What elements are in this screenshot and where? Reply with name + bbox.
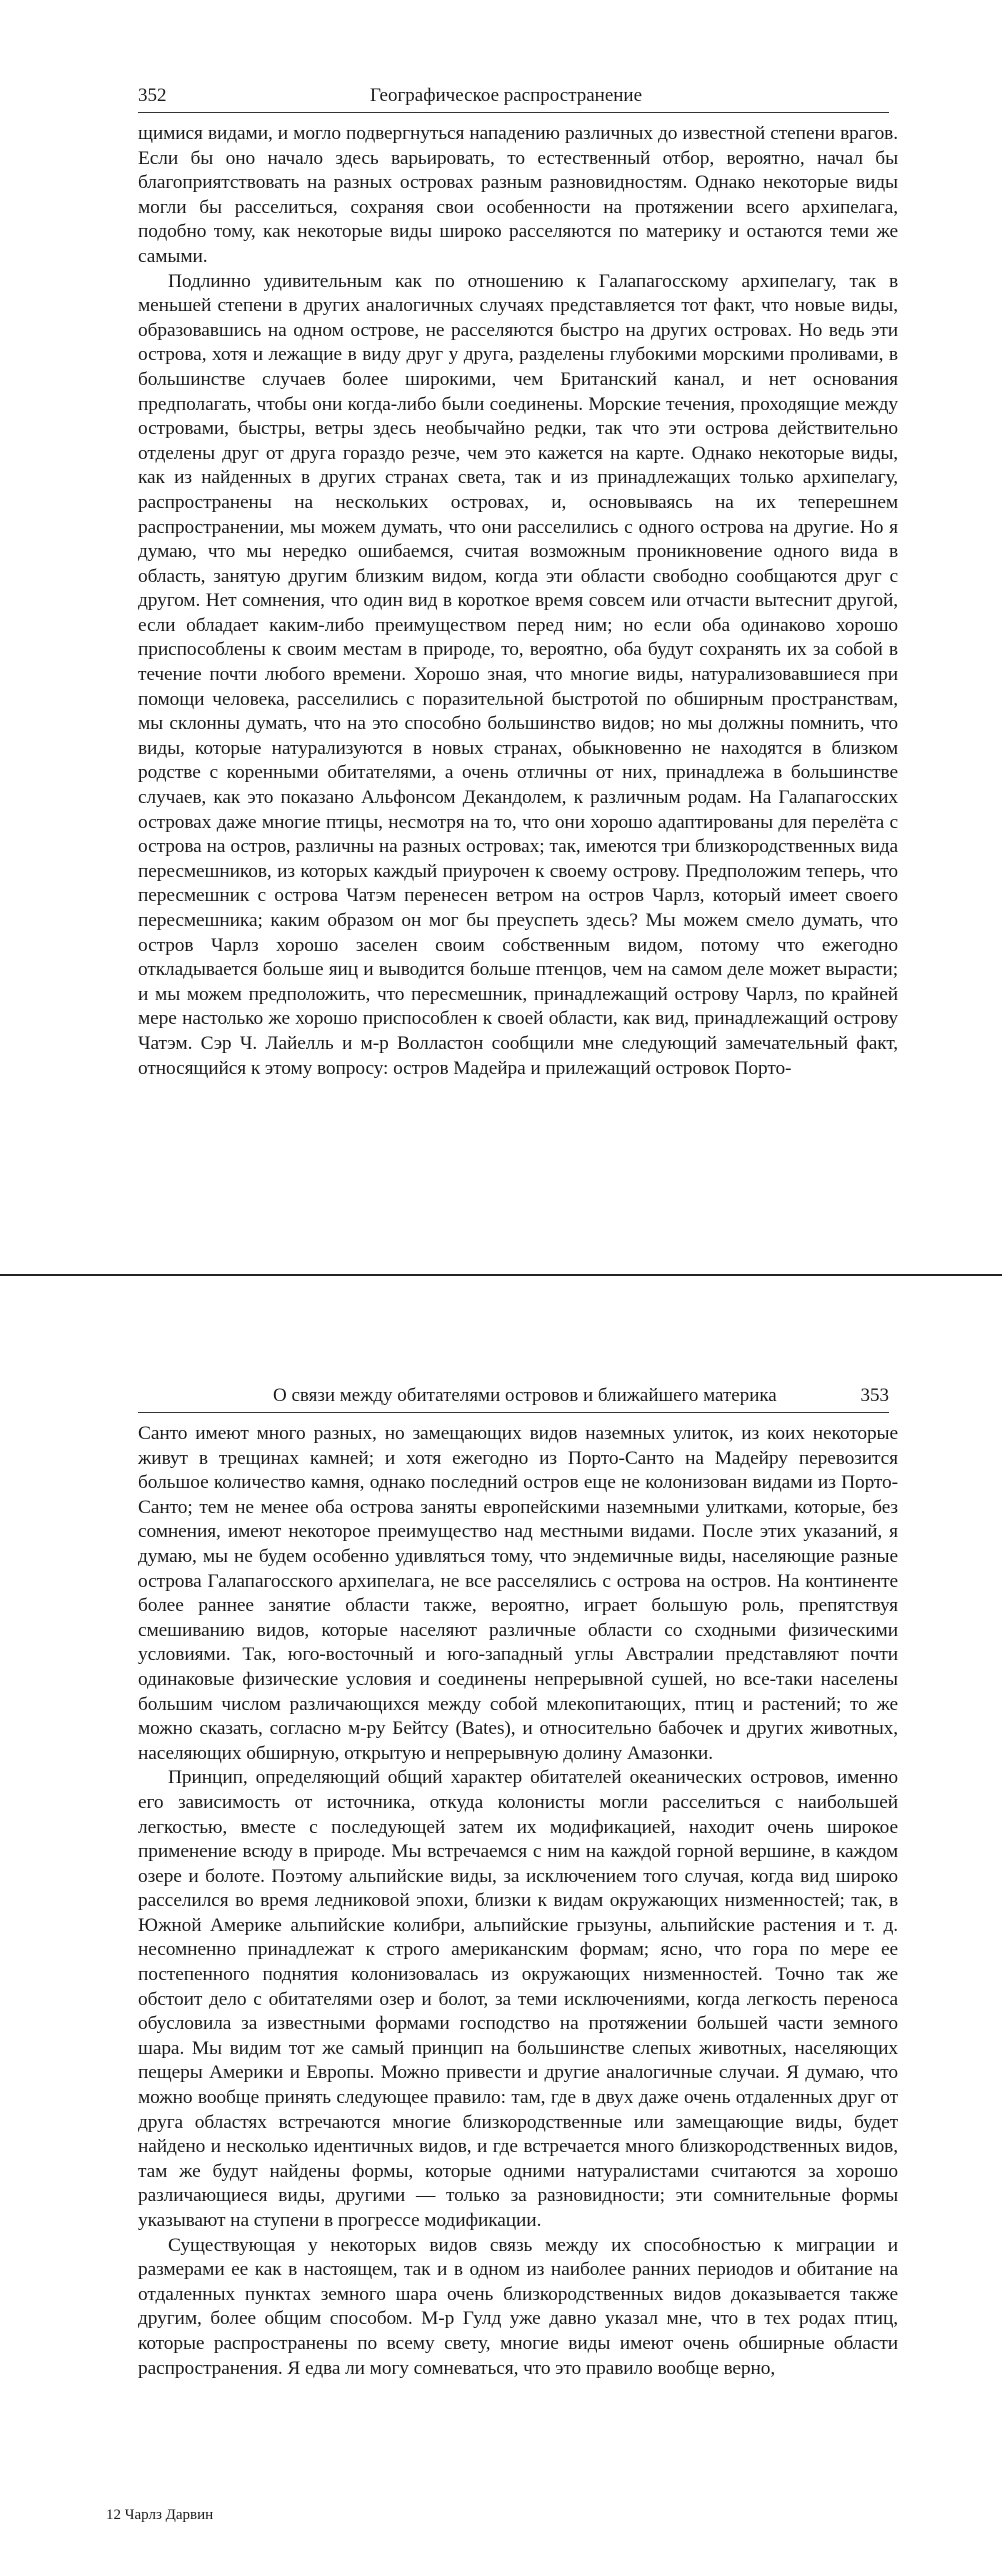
paragraph: Подлинно удивительным как по отношению к Галапагосскому архипелагу, так в меньшей степени в других аналогичных случаях представляется тот факт, что новые виды, образовавшись на одном острове, не расселяются быстро на других островах. Но ведь эти острова, хотя и лежащие в виду друг у друга, разделены глубокими морскими проливами, в большинстве случаев более широкими, чем Британский канал, и нет основания предполагать, чтобы они когда-либо были соединены. Морские течения, проходящие между островами, быстры, ветры здесь необычайно редки, так что эти острова действительно отделены друг от друга гораздо резче, чем это кажется на карте. Однако некоторые виды, как из найденных в других странах света, так и из принадлежащих только архипелагу, распространены на нескольких островах, и, основываясь на их теперешнем распространении, мы можем думать, что они расселились с одного острова на другие. Но я думаю, что мы нередко ошибаемся, считая возможным проникновение одного вида в область, занятую другим близким видом, когда эти области свободно сообщаются друг с другом. Нет сомнения, что один вид в короткое время совсем или отчасти вытеснит другой, если обладает каким-либо преимуществом перед ним; но если оба одинаково хорошо приспособлены к своим местам в природе, то, вероятно, оба будут сохранять их за собой в течение почти любого времени. Хорошо зная, что многие виды, натурализовавшиеся при помощи человека, расселились с поразительной быстротой по обширным пространствам, мы склонны думать, что на это способно большинство видов; но мы должны помнить, что виды, которые натурализуются в новых странах, обыкновенно не находятся в близком родстве с коренными обитателями, а очень отличны от них, принадлежа в большинстве случаев, как это показано Альфонсом Декандолем, к различным родам. На Галапагосских островах даже многие птицы, несмотря на то, что они хорошо адаптированы для перелёта с острова на остров, различны на разных островах; так, имеются три близкородственных вида пересмешников, из которых каждый приурочен к своему острову. Предположим теперь, что пересмешник с острова Чатэм перенесен ветром на остров Чарлз, который имеет своего пересмешника; каким образом он мог бы преуспеть здесь? Мы можем смело думать, что остров Чарлз хорошо заселен своим собственным видом, потому что ежегодно откладывается больше яиц и выводится больше птенцов, чем на самом деле может вырасти; и мы можем предположить, что пересмешник, принадлежащий острову Чарлз, по крайней мере настолько же хорошо приспособлен к своей области, как вид, принадлежащий острову Чатэм. Сэр Ч. Лайелль и м-р Волластон сообщили мне следующий замечательный факт, относящийся к этому вопросу: остров Мадейра и прилежащий островок Порто-: [138, 270, 898, 1079]
page-number: 353: [860, 1385, 889, 1406]
page-body: [138, 1422, 898, 2381]
signature-footer: 12 Чарлз Дарвин: [106, 2507, 214, 2523]
paragraph: Существующая у некоторых видов связь между их способностью к миграции и размерами ее как в настоящем, так и в одном из наиболее ранних периодов и обитание на отдаленных пунктах земного шара очень близкородственных видов доказывается также другим, более общим способом. М-р Гулд уже давно указал мне, что в тех родах птиц, которые распространены по всему свету, многие виды имеют очень обширные области распространения. Я едва ли могу сомневаться, что это правило вообще верно,: [138, 2234, 898, 2379]
running-title: О связи между обитателями островов и ближайшего материка: [273, 1385, 777, 1406]
book-page-353: [0, 1278, 1002, 2554]
page-number: 352: [138, 85, 167, 106]
paragraph: Принцип, определяющий общий характер обитателей океанических островов, именно его зависимость от источника, откуда колонисты могли расселиться с наибольшей легкостью, вместе с последующей затем их модификацией, находит очень широкое применение всюду в природе. Мы встречаемся с ним на каждой горной вершине, в каждом озере и болоте. Поэтому альпийские виды, за исключением того случая, когда вид широко расселился во время ледниковой эпохи, близки к видам окружающих низменностей; так, в Южной Америке альпийские колибри, альпийские грызуны, альпийские растения и т. д. несомненно принадлежат к строго американским формам; ясно, что гора по мере ее постепенного поднятия колонизовалась из окружающих низменностей. Точно так же обстоит дело с обитателями озер и болот, за теми исключениями, когда легкость переноса обусловила за известными формами господство на протяжении большей части земного шара. Мы видим тот же самый принцип на большинстве слепых животных, населяющих пещеры Америки и Европы. Можно привести и другие аналогичные случаи. Я думаю, что можно вообще принять следующее правило: там, где в двух даже очень отдаленных друг от друга областях встречаются многие близкородственные или замещающие виды, будет найдено и несколько идентичных видов, и где встречается много близкородственных видов, там же будут найдены формы, которые одними натуралистами считаются за хорошо различающиеся виды, другими — только за разновидности; эти сомнительные формы указывают на ступени в прогрессе модификации.: [138, 1767, 898, 2231]
running-header: [138, 1384, 889, 1413]
running-title: Географическое распространение: [370, 85, 643, 106]
paragraph: Санто имеют много разных, но замещающих видов наземных улиток, из коих некоторые живут в трещинах камней; и хотя ежегодно из Порто-Санто на Мадейру перевозится большое количество камня, однако последний остров еще не колонизован видами из Порто-Санто; тем не менее оба острова заняты европейскими наземными улитками, которые, без сомнения, имеют некоторое преимущество над местными видами. После этих указаний, я думаю, мы не будем особенно удивляться тому, что эндемичные виды, населяющие разные острова Галапагосского архипелага, не все расселялись с острова на остров. На континенте более раннее занятие области также, вероятно, играет большую роль, препятствуя смешиванию видов, которые населяют различные области со сходными физическими условиями. Так, юго-восточный и юго-западный углы Австралии представляют почти одинаковые физические условия и соединены непрерывной сушей, но все-таки населены большим числом различающихся между собой млекопитающих, птиц и растений; то же можно сказать, согласно м-ру Бейтсу (Bates), и относительно бабочек и других животных, населяющих обширную, открытую и непрерывную долину Амазонки.: [138, 1423, 898, 1764]
book-page-352: [0, 0, 1002, 1276]
page-body: [138, 122, 898, 1081]
running-header: [138, 84, 889, 113]
paragraph: щимися видами, и могло подвергнуться нападению различных до известной степени врагов. Если бы оно начало здесь варьировать, то естественный отбор, вероятно, начал бы благоприятствовать на разных островах разным разновидностям. Однако некоторые виды могли бы расселиться, сохраняя свои особенности на протяжении всего архипелага, подобно тому, как некоторые виды широко расселяются по материку и остаются теми же самыми.: [138, 123, 898, 267]
